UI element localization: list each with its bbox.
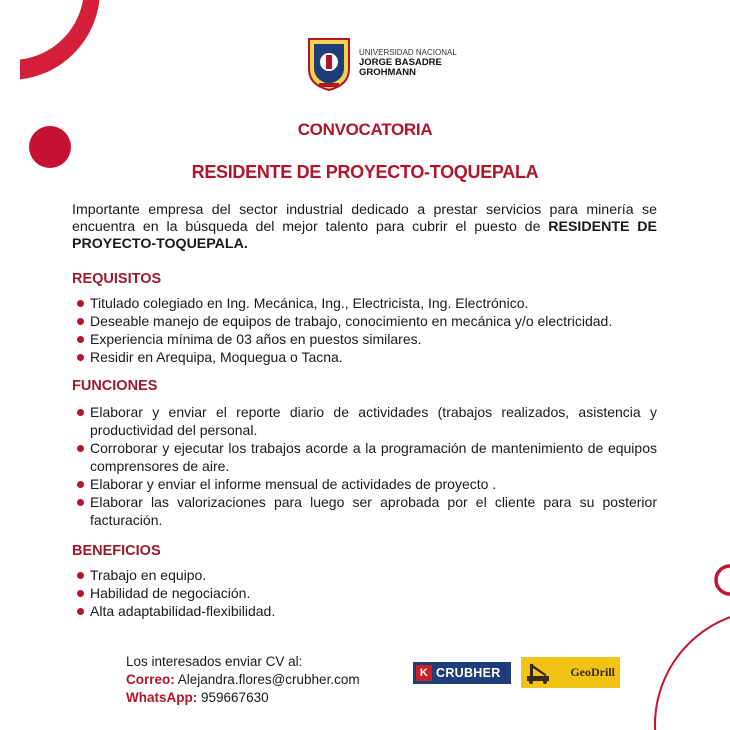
list-item: Corroborar y ejecutar los trabajos acorde a la programación de mantenimiento de equipos comprensores de aire. bbox=[75, 439, 657, 475]
list-item: Elaborar y enviar el informe mensual de actividades de proyecto . bbox=[75, 475, 657, 493]
funciones-list bbox=[75, 403, 657, 529]
bullet-icon bbox=[77, 499, 84, 506]
list-item: Elaborar y enviar el reporte diario de actividades (trabajos realizados, asistencia y productividad del personal. bbox=[75, 403, 657, 439]
decorative-arc-top-left bbox=[0, 0, 110, 110]
logo-line2: JORGE BASADRE bbox=[359, 57, 442, 68]
section-title-funciones: FUNCIONES bbox=[72, 378, 158, 394]
bullet-icon bbox=[77, 481, 84, 488]
section-title-beneficios: BENEFICIOS bbox=[72, 543, 161, 559]
decorative-ring-right bbox=[712, 562, 730, 598]
bullet-icon bbox=[77, 409, 84, 416]
intro-paragraph bbox=[72, 202, 657, 253]
whatsapp-label: WhatsApp: bbox=[126, 690, 198, 705]
beneficios-list bbox=[75, 566, 657, 620]
logo-line3: GROHMANN bbox=[359, 67, 416, 78]
list-item: Experiencia mínima de 03 años en puestos similares. bbox=[75, 330, 657, 348]
contact-intro: Los interesados enviar CV al: bbox=[126, 654, 303, 669]
requisitos-list bbox=[75, 294, 657, 366]
list-item: Trabajo en equipo. bbox=[75, 566, 657, 584]
email-label: Correo: bbox=[126, 672, 175, 687]
list-item: Habilidad de negociación. bbox=[75, 584, 657, 602]
drill-rig-icon bbox=[525, 662, 555, 684]
list-item: Titulado colegiado en Ing. Mecánica, Ing., Electricista, Ing. Electrónico. bbox=[75, 294, 657, 312]
bullet-icon bbox=[77, 572, 84, 579]
email-link[interactable]: Alejandra.flores@crubher.com bbox=[177, 672, 360, 687]
crubher-logo bbox=[413, 662, 511, 684]
intro-text: Importante empresa del sector industrial dedicado a prestar servicios para minería se encuentra en la búsqueda del mejor talento para cubrir el puesto de bbox=[72, 202, 657, 235]
bullet-icon bbox=[77, 336, 84, 343]
page-heading: CONVOCATORIA bbox=[297, 120, 433, 139]
job-title: RESIDENTE DE PROYECTO-TOQUEPALA bbox=[191, 162, 539, 182]
list-item: Residir en Arequipa, Moquegua o Tacna. bbox=[75, 348, 657, 366]
bullet-icon bbox=[77, 354, 84, 361]
logo-line1: UNIVERSIDAD NACIONAL bbox=[359, 48, 457, 57]
bullet-icon bbox=[77, 300, 84, 307]
bullet-icon bbox=[77, 590, 84, 597]
geodrill-label: GeoDrill bbox=[570, 665, 615, 679]
list-item: Elaborar las valorizaciones para luego ser aprobada por el cliente para su posterior facturación. bbox=[75, 493, 657, 529]
list-item: Alta adaptabilidad-flexibilidad. bbox=[75, 602, 657, 620]
whatsapp-number[interactable]: 959667630 bbox=[201, 690, 269, 705]
contact-block bbox=[126, 653, 360, 707]
bullet-icon bbox=[77, 318, 84, 325]
university-seal-icon bbox=[305, 35, 353, 91]
crubher-mark-icon: K bbox=[416, 665, 432, 681]
contact-email-row bbox=[126, 671, 360, 689]
intro-bold: RESIDENTE DE PROYECTO-TOQUEPALA. bbox=[72, 219, 657, 252]
bullet-icon bbox=[77, 608, 84, 615]
crubher-label: CRUBHER bbox=[436, 666, 501, 680]
geodrill-logo bbox=[521, 657, 620, 688]
contact-whatsapp-row bbox=[126, 689, 360, 707]
section-title-requisitos: REQUISITOS bbox=[72, 271, 162, 287]
bullet-icon bbox=[77, 445, 84, 452]
university-logo bbox=[305, 35, 457, 91]
list-item: Deseable manejo de equipos de trabajo, conocimiento en mecánica y/o electricidad. bbox=[75, 312, 657, 330]
decorative-arc-bottom-right bbox=[650, 600, 730, 730]
